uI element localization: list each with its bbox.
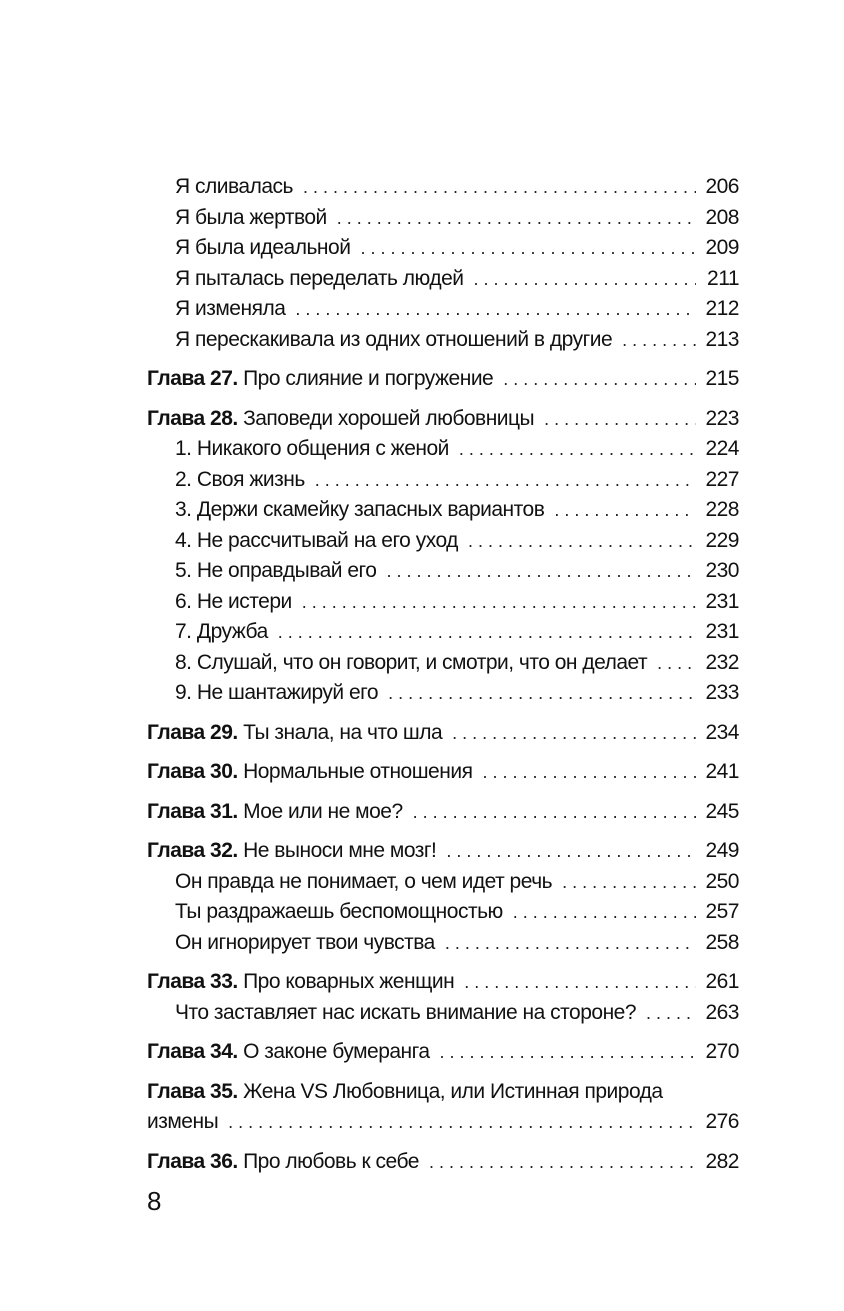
dot-leader (503, 364, 696, 395)
toc-chapter-entry (147, 836, 739, 867)
dot-leader (446, 836, 696, 867)
chapter-number: Глава 27. (147, 367, 238, 390)
page-ref: 282 (705, 1149, 739, 1173)
dot-leader (228, 1107, 696, 1138)
page-ref: 231 (705, 589, 739, 613)
page-number: 8 (147, 1186, 162, 1216)
section-title: Я сливалась (175, 175, 293, 198)
dot-leader (303, 172, 696, 203)
dot-leader (452, 718, 696, 749)
section-title: Я перескакивала из одних отношений в другие (175, 327, 613, 351)
toc-sub-entry (147, 172, 739, 203)
section-title: Я была жертвой (175, 205, 327, 229)
section-title: 5. Не оправдывай его (175, 559, 377, 582)
toc-sub-entry (147, 867, 739, 898)
chapter-title: Жена VS Любовница, или Истинная природа (243, 1079, 663, 1103)
page-ref: 245 (705, 799, 739, 823)
chapter-number: Глава 34. (147, 1040, 238, 1063)
dot-leader (657, 648, 696, 679)
chapter-title: Ты знала, на что шла (243, 720, 443, 744)
toc-chapter-entry-cont (147, 1107, 739, 1138)
chapter-title: Про любовь к себе (243, 1149, 419, 1173)
page-ref: 229 (705, 528, 739, 552)
dot-leader (278, 617, 696, 648)
section-title: Я изменяла (175, 297, 286, 320)
dot-leader (413, 797, 696, 828)
page-ref: 228 (705, 498, 739, 521)
chapter-number: Глава 30. (147, 760, 238, 783)
chapter-label (147, 404, 534, 435)
dot-leader (295, 294, 696, 325)
toc-chapter-entry (147, 1037, 739, 1068)
toc-sub-entry (147, 648, 739, 679)
page-ref: 263 (705, 1000, 739, 1024)
dot-leader (513, 897, 696, 928)
chapter-title: Не выноси мне мозг! (243, 839, 437, 862)
toc-sub-entry (147, 526, 739, 557)
chapter-label (147, 836, 436, 867)
toc-sub-entry (147, 556, 739, 587)
page-ref: 227 (705, 467, 739, 491)
page-ref: 209 (705, 236, 739, 259)
chapter-title: Нормальные отношения (243, 760, 473, 783)
page-ref: 231 (705, 620, 739, 643)
dot-leader (315, 465, 696, 496)
toc-chapter-entry (147, 404, 739, 435)
toc-sub-entry (147, 897, 739, 928)
dot-leader (445, 928, 696, 959)
chapter-number: Глава 35. (147, 1079, 238, 1103)
table-of-contents (147, 172, 739, 1177)
toc-chapter-entry (147, 757, 739, 788)
dot-leader (562, 867, 696, 898)
chapter-number: Глава 31. (147, 799, 238, 823)
toc-sub-entry (147, 678, 739, 709)
dot-leader (302, 587, 696, 618)
dot-leader (474, 264, 697, 295)
page-ref: 208 (705, 205, 739, 229)
dot-leader (429, 1147, 696, 1178)
toc-sub-entry (147, 998, 739, 1029)
chapter-number: Глава 28. (147, 406, 238, 430)
dot-leader (337, 203, 696, 234)
toc-sub-entry (147, 233, 739, 264)
chapter-label (147, 364, 493, 395)
toc-sub-entry (147, 294, 739, 325)
page-ref: 206 (705, 175, 739, 198)
page-ref: 261 (705, 970, 739, 993)
chapter-number: Глава 36. (147, 1149, 238, 1173)
dot-leader (459, 434, 696, 465)
toc-sub-entry (147, 587, 739, 618)
chapter-title: Про слияние и погружение (243, 367, 494, 390)
chapter-number: Глава 33. (147, 970, 238, 993)
chapter-label (147, 797, 403, 828)
section-title: 3. Держи скамейку запасных вариантов (175, 498, 545, 521)
toc-chapter-entry (147, 1147, 739, 1178)
page-ref: 234 (705, 720, 739, 744)
dot-leader (544, 404, 696, 435)
toc-sub-entry (147, 617, 739, 648)
chapter-title: О законе бумеранга (243, 1040, 430, 1063)
page-ref: 211 (707, 266, 739, 290)
page-ref: 258 (705, 930, 739, 954)
toc-sub-entry (147, 495, 739, 526)
dot-leader (646, 998, 696, 1029)
chapter-number: Глава 32. (147, 839, 238, 862)
dot-leader (386, 556, 696, 587)
section-title: 9. Не шантажируй его (175, 681, 379, 704)
section-title: Он правда не понимает, о чем идет речь (175, 869, 553, 893)
page-ref: 213 (705, 327, 739, 351)
toc-chapter-entry (147, 364, 739, 395)
section-title: 7. Дружба (175, 620, 268, 643)
toc-chapter-entry (147, 797, 739, 828)
page-ref: 212 (705, 297, 739, 320)
chapter-title-cont: измены (147, 1110, 219, 1133)
section-title: Что заставляет нас искать внимание на стороне? (175, 1000, 637, 1024)
section-title: Я пыталась переделать людей (175, 266, 464, 290)
page-ref: 233 (705, 681, 739, 704)
toc-chapter-entry (147, 967, 739, 998)
dot-leader (554, 495, 696, 526)
toc-sub-entry (147, 264, 739, 295)
dot-leader (468, 526, 696, 557)
chapter-label (147, 1037, 430, 1068)
chapter-label (147, 757, 472, 788)
dot-leader (622, 325, 696, 356)
dot-leader (360, 233, 696, 264)
chapter-title: Про коварных женщин (243, 970, 455, 993)
dot-leader (440, 1037, 696, 1068)
page-ref: 276 (705, 1110, 739, 1133)
page-ref: 249 (705, 839, 739, 862)
page-ref: 215 (705, 367, 739, 390)
toc-chapter-entry (147, 1077, 739, 1108)
page-ref: 270 (705, 1040, 739, 1063)
section-title: 8. Слушай, что он говорит, и смотри, что он делает (175, 650, 648, 674)
page-ref: 257 (705, 900, 739, 923)
section-title: Я была идеальной (175, 236, 351, 259)
toc-sub-entry (147, 434, 739, 465)
page-ref: 250 (705, 869, 739, 893)
section-title: Он игнорирует твои чувства (175, 930, 435, 954)
section-title: 1. Никакого общения с женой (175, 437, 449, 460)
dot-leader (388, 678, 696, 709)
page-ref: 230 (705, 559, 739, 582)
dot-leader (482, 757, 696, 788)
toc-sub-entry (147, 203, 739, 234)
chapter-title: Заповеди хорошей любовницы (243, 406, 535, 430)
chapter-label (147, 718, 442, 749)
chapter-number: Глава 29. (147, 720, 238, 744)
page-ref: 241 (705, 760, 739, 783)
section-title: 2. Своя жизнь (175, 467, 305, 491)
chapter-label (147, 1147, 419, 1178)
chapter-label (147, 967, 454, 998)
page-ref: 224 (705, 437, 739, 460)
toc-sub-entry (147, 325, 739, 356)
toc-sub-entry (147, 465, 739, 496)
section-title: 4. Не рассчитывай на его уход (175, 528, 458, 552)
toc-chapter-entry (147, 718, 739, 749)
page-ref: 232 (705, 650, 739, 674)
page-ref: 223 (705, 406, 739, 430)
dot-leader (464, 967, 696, 998)
section-title: 6. Не истери (175, 589, 292, 613)
chapter-title: Мое или не мое? (243, 799, 403, 823)
section-title: Ты раздражаешь беспомощностью (175, 900, 503, 923)
toc-sub-entry (147, 928, 739, 959)
